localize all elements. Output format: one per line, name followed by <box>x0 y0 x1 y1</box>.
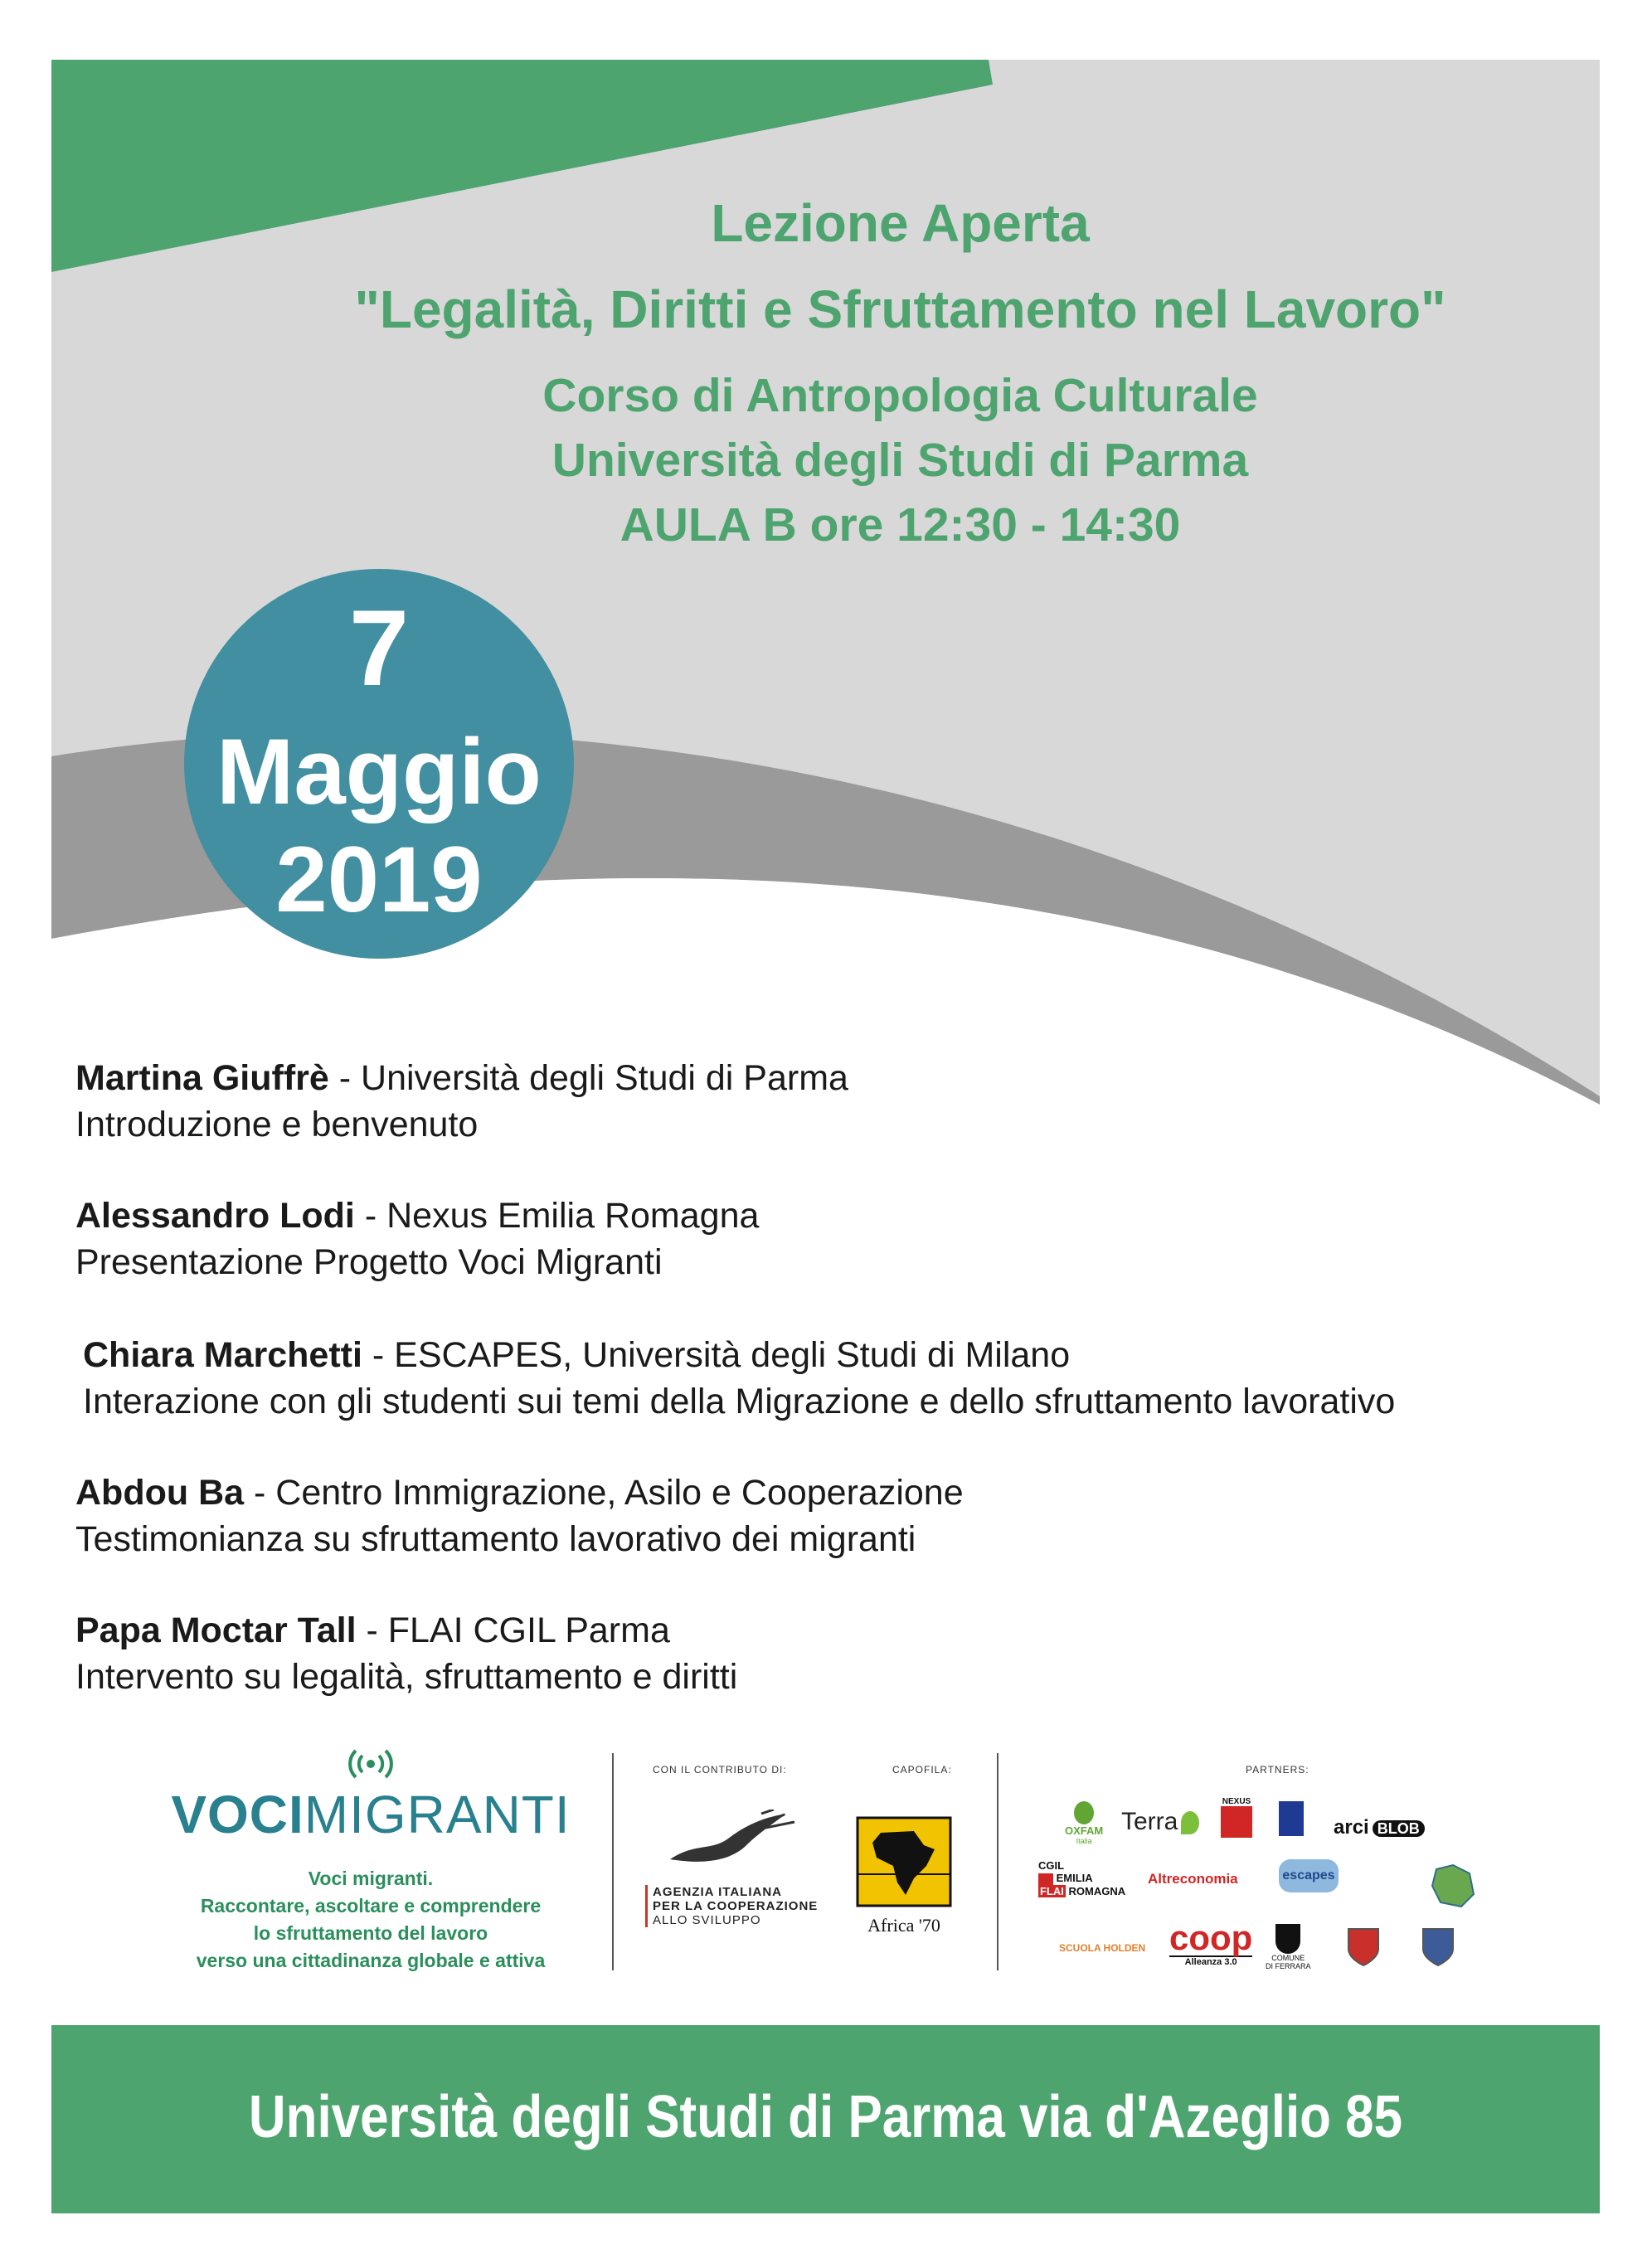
lead-label: CAPOFILA: <box>892 1764 952 1776</box>
aics-logo: AGENZIA ITALIANA PER LA COOPERAZIONE ALLO SVILUPPO <box>645 1810 844 1927</box>
altreconomia-logo: Altreconomia <box>1148 1871 1238 1887</box>
speaker-role: Introduzione e benvenuto <box>75 1105 479 1144</box>
divider <box>612 1753 614 1970</box>
speaker-affiliation: - Nexus Emilia Romagna <box>354 1196 760 1236</box>
partner-map-logo <box>1428 1861 1478 1915</box>
dove-icon <box>662 1810 803 1876</box>
speaker-name: Abdou Ba <box>75 1473 245 1513</box>
poster <box>51 60 1600 2213</box>
speaker-name: Papa Moctar Tall <box>75 1610 357 1650</box>
room-time: AULA B ore 12:30 - 14:30 <box>620 498 1181 551</box>
comune-ferrara-logo: COMUNE DI FERRARA <box>1266 1924 1311 1970</box>
crest-logo <box>1420 1926 1456 1971</box>
voci-migranti-tagline: Voci migranti. Raccontare, ascoltare e comprendere lo sfruttamento del lavoro verso una cittadinanza globale e attiva <box>196 1868 546 1971</box>
date-day: 7 <box>348 587 410 708</box>
scuola-holden-logo: SCUOLA HOLDEN <box>1059 1942 1146 1954</box>
partners-label: PARTNERS: <box>1246 1764 1309 1776</box>
arci-blob-logo: arci BLOB <box>1334 1816 1425 1839</box>
speaker-name: Martina Giuffrè <box>75 1058 329 1098</box>
speaker-role: Intervento su legalità, sfruttamento e diritti <box>75 1657 738 1697</box>
divider <box>997 1753 998 1970</box>
speaker-affiliation: - FLAI CGIL Parma <box>356 1610 670 1650</box>
voci-migranti-wordmark: VOCIMIGRANTI <box>171 1785 571 1844</box>
speaker-item <box>75 1607 737 1700</box>
oxfam-logo: OXFAM Italia <box>1065 1801 1103 1845</box>
speaker-affiliation: - Centro Immigrazione, Asilo e Cooperazione <box>244 1473 964 1513</box>
contrib-label: CON IL CONTRIBUTO DI: <box>653 1764 787 1776</box>
broadcast-icon <box>346 1747 396 1780</box>
voci-migranti-logo <box>168 1747 574 1975</box>
cgil-logo: CGIL EMILIA FLAI ROMAGNA <box>1038 1859 1126 1897</box>
nexus-logo: NEXUS <box>1221 1797 1252 1838</box>
speaker-name: Alessandro Lodi <box>75 1196 355 1236</box>
speaker-item <box>75 1470 964 1562</box>
speaker-affiliation: - Università degli Studi di Parma <box>328 1058 848 1098</box>
title-line-1: Lezione Aperta <box>711 193 1090 253</box>
date-month: Maggio <box>216 720 542 823</box>
sviluppo-logo <box>1279 1801 1304 1836</box>
africa70-logo: Africa '70 <box>856 1816 952 1936</box>
title-line-2: "Legalità, Diritti e Sfruttamento nel Lavoro" <box>354 279 1446 339</box>
university-name: Università degli Studi di Parma <box>551 434 1249 487</box>
speaker-role: Presentazione Progetto Voci Migranti <box>75 1242 663 1282</box>
speaker-affiliation: - ESCAPES, Università degli Studi di Milano <box>362 1335 1071 1375</box>
date-circle <box>184 569 574 959</box>
speaker-name: Chiara Marchetti <box>83 1335 362 1375</box>
date-year: 2019 <box>275 828 483 931</box>
speaker-role: Interazione con gli studenti sui temi della Migrazione e dello sfruttamento lavorativo <box>83 1382 1396 1421</box>
escapes-logo: escapes <box>1279 1859 1339 1892</box>
speaker-item <box>83 1332 1395 1425</box>
footer-address: Università degli Studi di Parma via d'Azeglio 85 <box>248 2084 1403 2150</box>
speaker-item <box>75 1055 848 1148</box>
coop-logo: coop Alleanza 3.0 <box>1169 1918 1253 1967</box>
crest-logo <box>1345 1926 1382 1971</box>
speaker-item <box>75 1193 759 1285</box>
africa-map-icon <box>856 1816 952 1907</box>
course-name: Corso di Antropologia Culturale <box>542 369 1258 422</box>
speaker-role: Testimonianza su sfruttamento lavorativo dei migranti <box>75 1519 916 1559</box>
terra-logo: Terra <box>1121 1808 1199 1836</box>
